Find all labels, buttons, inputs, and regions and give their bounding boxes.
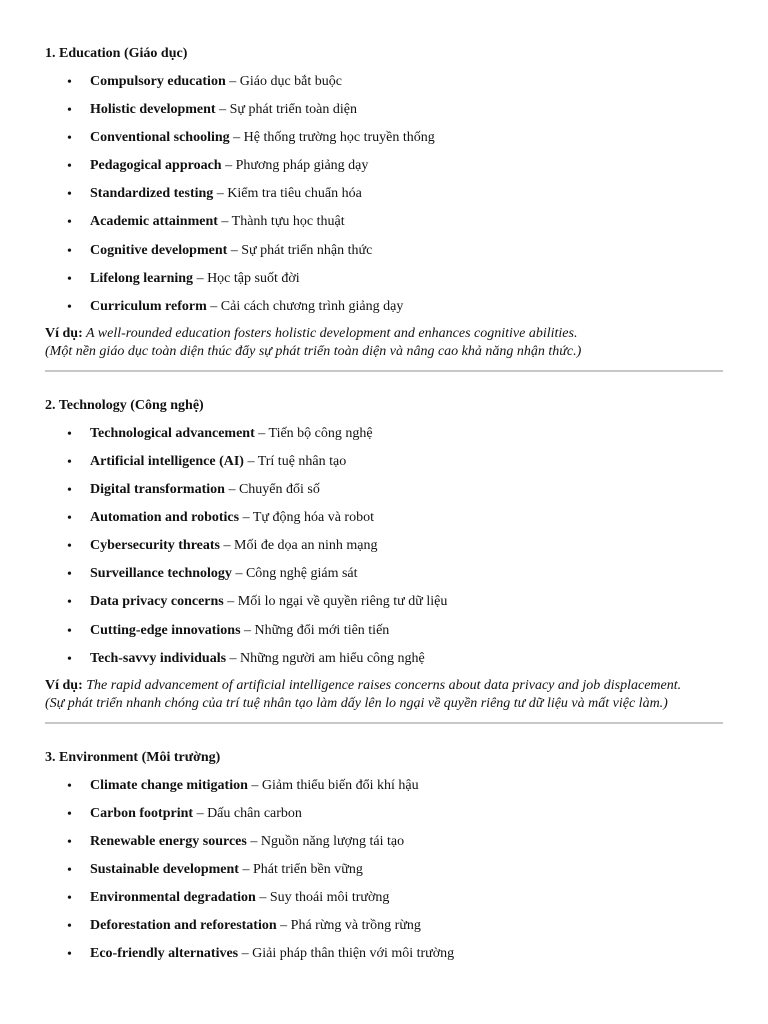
bullet-icon: • [67, 623, 72, 639]
list-item [45, 269, 723, 297]
term: Tech-savvy individuals [90, 650, 227, 666]
list-item [45, 156, 723, 184]
example [45, 677, 723, 695]
meaning: – Công nghệ giám sát [231, 566, 358, 582]
bullet-icon: • [67, 243, 72, 259]
meaning: – Chuyển đổi số [224, 482, 320, 498]
term: Technological advancement [90, 425, 255, 441]
list-item [45, 128, 723, 156]
section-environment [45, 748, 723, 973]
list-item [45, 888, 723, 916]
term: Cutting-edge innovations [90, 622, 241, 638]
meaning: – Phát triển bền vững [238, 861, 363, 877]
bullet-icon: • [67, 159, 72, 175]
term: Artificial intelligence (AI) [90, 453, 244, 469]
meaning: – Phương pháp giảng dạy [221, 158, 369, 174]
term: Cybersecurity threats [90, 538, 220, 554]
list-item [45, 184, 723, 212]
meaning: – Mối đe dọa an ninh mạng [220, 538, 378, 554]
term: Climate change mitigation [90, 777, 248, 793]
term: Automation and robotics [90, 510, 240, 526]
term: Cognitive development [90, 242, 228, 258]
term: Environmental degradation [90, 890, 256, 906]
bullet-icon: • [67, 187, 72, 203]
term: Holistic development [90, 102, 216, 118]
list-item [45, 832, 723, 860]
term: Conventional schooling [90, 130, 230, 146]
term: Carbon footprint [90, 805, 194, 821]
term-list [45, 72, 723, 325]
bullet-icon: • [67, 271, 72, 287]
meaning: – Giải pháp thân thiện với môi trường [238, 946, 455, 962]
section-title: 3. Environment (Môi trường) [45, 749, 221, 765]
list-item [45, 564, 723, 592]
term: Pedagogical approach [90, 158, 222, 174]
bullet-icon: • [67, 299, 72, 315]
meaning: – Những đổi mới tiên tiến [240, 622, 390, 638]
bullet-icon: • [67, 215, 72, 231]
term: Surveillance technology [90, 566, 232, 582]
meaning: – Sự phát triển toàn diện [215, 102, 357, 118]
bullet-icon: • [67, 511, 72, 527]
term-list [45, 424, 723, 677]
list-item [45, 297, 723, 325]
section-technology [45, 396, 723, 724]
example-text: The rapid advancement of artificial intelligence raises concerns about data privacy and job displacement. [82, 677, 682, 693]
list-item [45, 944, 723, 972]
term: Curriculum reform [90, 298, 207, 314]
example-translation: (Một nền giáo dục toàn diện thúc đẩy sự phát triển toàn diện và nâng cao khả năng nhận thức.) [45, 343, 582, 359]
list-item [45, 804, 723, 832]
meaning: – Tiến bộ công nghệ [254, 425, 373, 441]
meaning: – Phá rừng và trồng rừng [276, 918, 421, 934]
term: Digital transformation [90, 482, 225, 498]
term: Standardized testing [90, 186, 214, 202]
bullet-icon: • [67, 539, 72, 555]
list-item [45, 592, 723, 620]
list-item [45, 480, 723, 508]
meaning: – Nguồn năng lượng tái tạo [246, 833, 405, 849]
section-title: 2. Technology (Công nghệ) [45, 397, 204, 413]
meaning: – Trí tuệ nhân tạo [243, 453, 347, 469]
term: Lifelong learning [90, 270, 194, 286]
section-education [45, 44, 723, 372]
bullet-icon: • [67, 595, 72, 611]
meaning: – Dấu chân carbon [193, 805, 302, 821]
meaning: – Suy thoái môi trường [255, 890, 390, 906]
example-label: Ví dụ: [45, 677, 83, 693]
list-item [45, 452, 723, 480]
term: Academic attainment [90, 214, 218, 230]
list-item [45, 241, 723, 269]
term: Sustainable development [90, 861, 239, 877]
example-text: A well-rounded education fosters holistic development and enhances cognitive abilities. [82, 325, 578, 341]
meaning: – Hệ thống trường học truyền thống [229, 130, 435, 146]
meaning: – Những người am hiểu công nghệ [226, 650, 425, 666]
meaning: – Mối lo ngại về quyền riêng tư dữ liệu [223, 594, 448, 610]
bullet-icon: • [67, 103, 72, 119]
bullet-icon: • [67, 651, 72, 667]
example-label: Ví dụ: [45, 325, 83, 341]
example-translation: (Sự phát triển nhanh chóng của trí tuệ nhân tạo làm dấy lên lo ngại về quyền riêng tư dữ liệu và mất việc làm.) [45, 695, 668, 711]
meaning: – Thành tựu học thuật [217, 214, 345, 230]
list-item [45, 72, 723, 100]
meaning: – Sự phát triển nhận thức [227, 242, 373, 258]
bullet-icon: • [67, 454, 72, 470]
list-item [45, 860, 723, 888]
list-item [45, 916, 723, 944]
term-list [45, 776, 723, 973]
list-item [45, 100, 723, 128]
meaning: – Kiểm tra tiêu chuẩn hóa [213, 186, 362, 202]
meaning: – Cải cách chương trình giảng dạy [206, 298, 404, 314]
bullet-icon: • [67, 567, 72, 583]
list-item [45, 424, 723, 452]
bullet-icon: • [67, 426, 72, 442]
term: Compulsory education [90, 74, 226, 89]
bullet-icon: • [67, 806, 72, 822]
bullet-icon: • [67, 919, 72, 935]
bullet-icon: • [67, 483, 72, 499]
meaning: – Tự động hóa và robot [239, 510, 374, 526]
list-item [45, 212, 723, 240]
term: Data privacy concerns [90, 594, 224, 610]
list-item [45, 508, 723, 536]
term: Eco-friendly alternatives [90, 946, 239, 962]
bullet-icon: • [67, 947, 72, 963]
example [45, 325, 723, 343]
list-item [45, 536, 723, 564]
list-item [45, 776, 723, 804]
bullet-icon: • [67, 75, 72, 90]
term: Deforestation and reforestation [90, 918, 277, 934]
list-item [45, 649, 723, 677]
bullet-icon: • [67, 834, 72, 850]
bullet-icon: • [67, 131, 72, 147]
list-item [45, 621, 723, 649]
divider [45, 722, 723, 724]
term: Renewable energy sources [90, 833, 247, 849]
meaning: – Học tập suốt đời [193, 270, 300, 286]
bullet-icon: • [67, 778, 72, 794]
meaning: – Giảm thiểu biến đổi khí hậu [247, 777, 419, 793]
bullet-icon: • [67, 862, 72, 878]
section-title: 1. Education (Giáo dục) [45, 46, 188, 61]
divider [45, 370, 723, 372]
bullet-icon: • [67, 891, 72, 907]
meaning: – Giáo dục bắt buộc [225, 74, 342, 89]
